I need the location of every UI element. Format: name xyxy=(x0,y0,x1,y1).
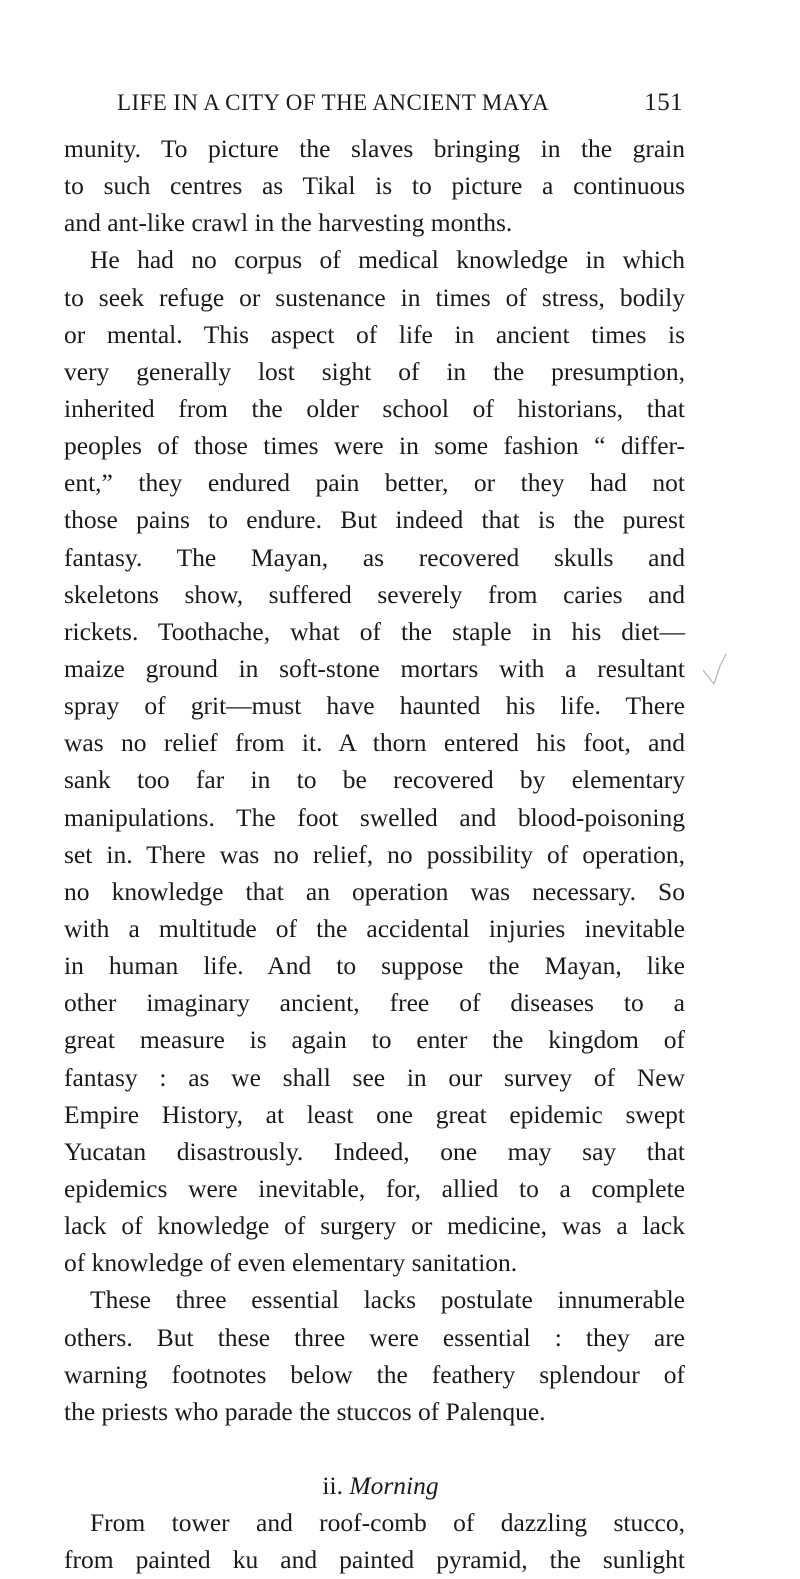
text-line: to such centres as Tikal is to picture a continuous xyxy=(64,171,685,201)
text-line: maize ground in soft-stone mortars with a resultant xyxy=(64,653,685,683)
text-line: in human life. And to suppose the Mayan, like xyxy=(64,951,685,981)
page-number: 151 xyxy=(644,89,683,116)
text-line: epidemics were inevitable, for, allied to a complete xyxy=(64,1173,685,1203)
text-line: those pains to endure. But indeed that is the purest xyxy=(64,505,685,535)
text-line: with a multitude of the accidental injuries inevitable xyxy=(64,913,685,943)
pencil-check-mark xyxy=(702,652,728,686)
text-line: was no relief from it. A thorn entered his foot, and xyxy=(64,728,685,758)
text-line: munity. To picture the slaves bringing in the grain xyxy=(64,134,685,163)
text-line: rickets. Toothache, what of the staple in his diet— xyxy=(64,616,685,646)
text-line: no knowledge that an operation was necessary. So xyxy=(64,876,685,906)
section-number: ii. xyxy=(322,1471,343,1501)
text-line: From tower and roof-comb of dazzling stucco, xyxy=(90,1508,685,1538)
text-line: Empire History, at least one great epidemic swept xyxy=(64,1099,685,1129)
text-line: very generally lost sight of in the presumption, xyxy=(64,356,685,386)
text-line: others. But these three were essential : they are xyxy=(64,1322,685,1352)
text-line: sank too far in to be recovered by elementary xyxy=(64,765,685,795)
text-line: lack of knowledge of surgery or medicine, was a lack xyxy=(64,1211,685,1241)
text-line: set in. There was no relief, no possibility of operation, xyxy=(64,839,685,869)
text-line: manipulations. The foot swelled and blood-poisoning xyxy=(64,802,685,832)
text-line: skeletons show, suffered severely from caries and xyxy=(64,579,685,609)
text-line: peoples of those times were in some fashion “ differ- xyxy=(64,431,685,461)
text-line: or mental. This aspect of life in ancient times is xyxy=(64,319,685,349)
text-line: fantasy. The Mayan, as recovered skulls and xyxy=(64,542,685,572)
text-line: These three essential lacks postulate innumerable xyxy=(90,1285,685,1315)
text-line: other imaginary ancient, free of diseases to a xyxy=(64,988,685,1018)
text-line: and ant-like crawl in the harvesting months. xyxy=(64,208,513,238)
text-line: fantasy : as we shall see in our survey of New xyxy=(64,1062,685,1092)
text-line: the priests who parade the stuccos of Palenque. xyxy=(64,1396,546,1426)
text-line: Yucatan disastrously. Indeed, one may say that xyxy=(64,1136,685,1166)
text-line: He had no corpus of medical knowledge in which xyxy=(90,245,685,275)
running-head-title: LIFE IN A CITY OF THE ANCIENT MAYA xyxy=(117,90,550,115)
text-line: spray of grit—must have haunted his life. There xyxy=(64,691,685,721)
running-head xyxy=(117,88,683,118)
text-line: great measure is again to enter the kingdom of xyxy=(64,1025,685,1055)
text-line: of knowledge of even elementary sanitation. xyxy=(64,1248,518,1278)
section-title: Morning xyxy=(349,1471,439,1501)
section-heading xyxy=(64,1467,685,1504)
body-text xyxy=(64,130,685,1578)
text-line: inherited from the older school of historians, that xyxy=(64,393,685,423)
text-line: from painted ku and painted pyramid, the sunlight xyxy=(64,1545,685,1575)
text-line: warning footnotes below the feathery splendour of xyxy=(64,1359,685,1389)
text-line: ent,” they endured pain better, or they had not xyxy=(64,468,685,498)
blank-line xyxy=(64,1430,685,1467)
text-line: to seek refuge or sustenance in times of stress, bodily xyxy=(64,282,685,312)
